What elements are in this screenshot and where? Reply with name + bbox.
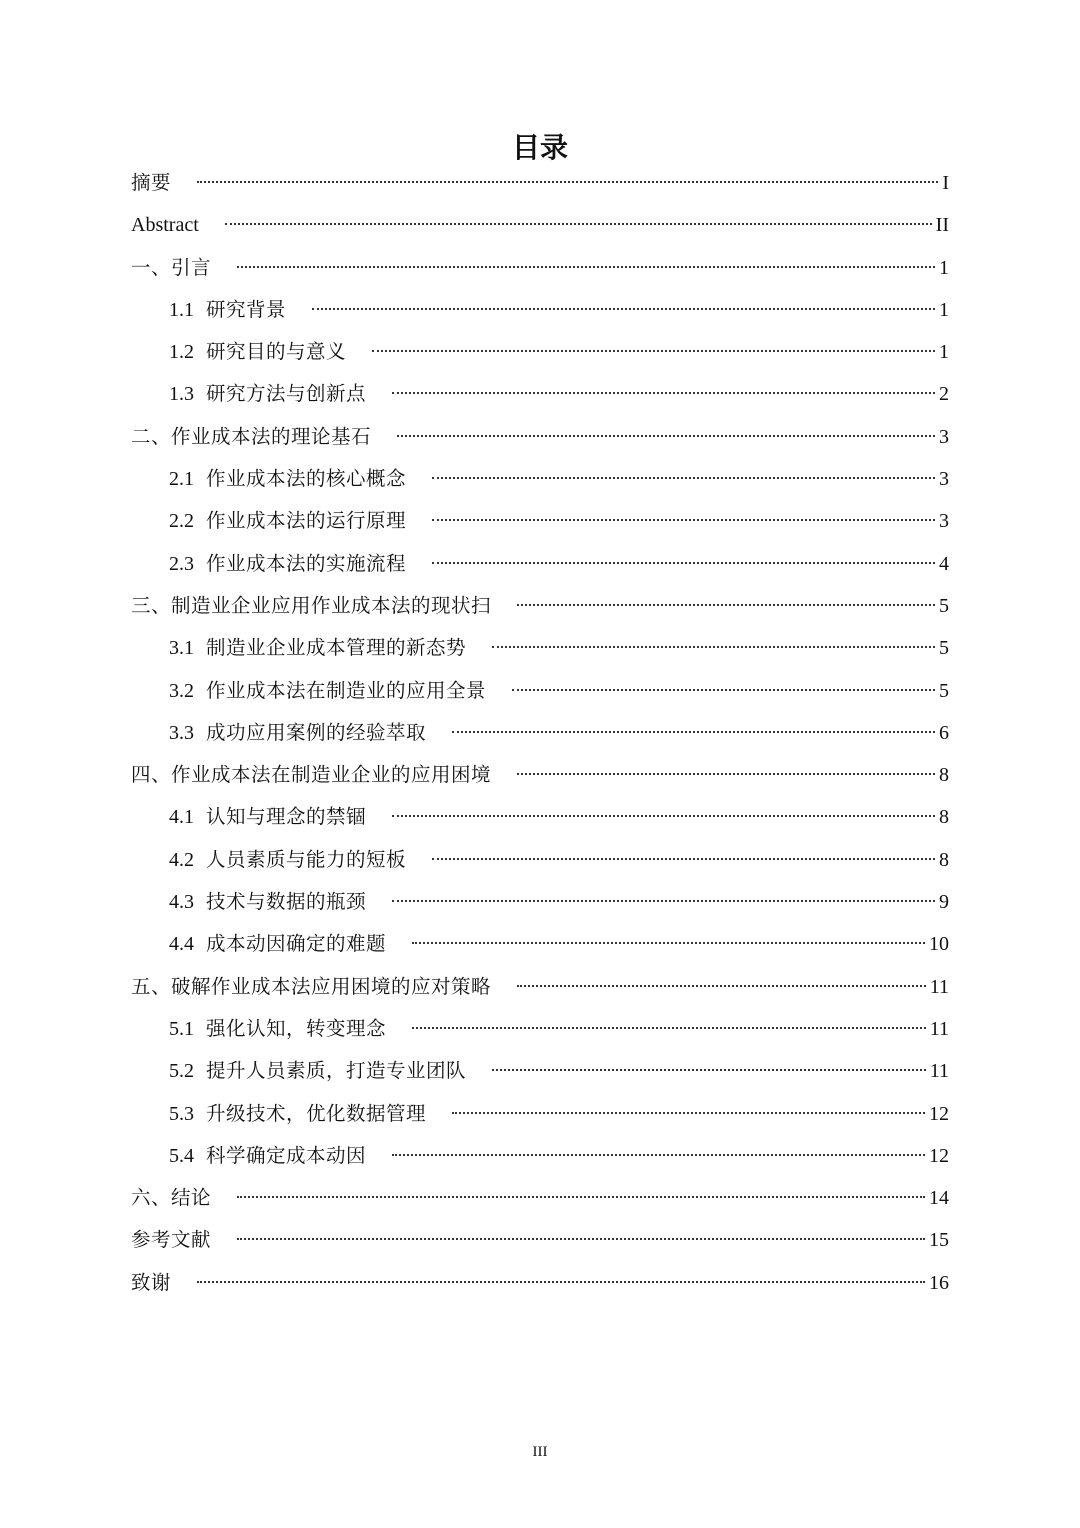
toc-entry-title: 成功应用案例的经验萃取 (206, 720, 427, 744)
toc-entry-page: 3 (939, 425, 949, 448)
toc-entry[interactable] (131, 627, 949, 669)
toc-entry[interactable] (131, 923, 949, 965)
toc-entry[interactable] (131, 331, 949, 373)
dot-leader (517, 985, 926, 987)
dot-leader (392, 392, 935, 394)
toc-entry-number: 3.1 (169, 637, 194, 660)
toc-entry-page: 4 (939, 552, 949, 575)
dot-leader (197, 1281, 925, 1283)
toc-entry[interactable] (131, 1135, 949, 1177)
dot-leader (237, 1238, 925, 1240)
toc-entry-number: 5.4 (169, 1144, 194, 1167)
dot-leader (432, 562, 935, 564)
toc-entry-page: 10 (929, 933, 949, 956)
toc-entry-number: 5.1 (169, 1017, 194, 1040)
toc-title: 目录 (511, 131, 568, 164)
toc-entry-title: 作业成本法的实施流程 (206, 551, 407, 575)
toc-entry[interactable] (131, 1262, 949, 1304)
toc-entry[interactable] (131, 289, 949, 331)
dot-leader (517, 773, 935, 775)
toc-entry-number: 5.2 (169, 1060, 194, 1083)
toc-entry-page: 3 (939, 510, 949, 533)
toc-entry-page: 9 (939, 891, 949, 914)
toc-entry-number: 5.3 (169, 1102, 194, 1125)
toc-entry-title: 研究目的与意义 (206, 340, 347, 364)
toc-entry-page: 6 (939, 721, 949, 744)
dot-leader (412, 1027, 926, 1029)
toc-entry[interactable] (131, 881, 949, 923)
toc-entry-number: 3.2 (169, 679, 194, 702)
toc-entry[interactable] (131, 585, 949, 627)
toc-entry[interactable] (131, 1008, 949, 1050)
toc-entry-title: 制造业企业成本管理的新态势 (206, 636, 467, 660)
toc-entry-title: 人员素质与能力的短板 (206, 847, 407, 871)
toc-entry-title: 作业成本法的运行原理 (206, 509, 407, 533)
toc-entry-number: 2.1 (169, 468, 194, 491)
dot-leader (492, 1069, 926, 1071)
toc-entry-number: 3.3 (169, 721, 194, 744)
toc-entry-page: 5 (939, 637, 949, 660)
dot-leader (432, 858, 935, 860)
toc-entry[interactable] (131, 1093, 949, 1135)
dot-leader (392, 815, 935, 817)
toc-entry-page: 1 (939, 341, 949, 364)
toc-entry-number: 2.2 (169, 510, 194, 533)
dot-leader (392, 900, 935, 902)
toc-entry-title: Abstract (131, 214, 199, 237)
toc-entry-title: 一、引言 (131, 255, 212, 279)
toc-entry-page: 16 (929, 1271, 949, 1294)
toc-entry-page: 8 (939, 764, 949, 787)
toc-entry[interactable] (131, 1219, 949, 1261)
toc-entry-number: 1.2 (169, 341, 194, 364)
dot-leader (452, 731, 935, 733)
toc-entry[interactable] (131, 500, 949, 542)
toc-entry-title: 提升人员素质，打造专业团队 (206, 1059, 467, 1083)
toc-entry[interactable] (131, 754, 949, 796)
toc-entry[interactable] (131, 543, 949, 585)
toc-entry-title: 作业成本法在制造业的应用全景 (206, 678, 487, 702)
dot-leader (197, 181, 938, 183)
dot-leader (432, 477, 935, 479)
dot-leader (432, 519, 935, 521)
toc-entry-number: 4.2 (169, 848, 194, 871)
toc-entry[interactable] (131, 966, 949, 1008)
toc-entry-title: 三、制造业企业应用作业成本法的现状扫 (131, 593, 492, 617)
toc-entry-page: 15 (929, 1229, 949, 1252)
toc-entry-page: 1 (939, 256, 949, 279)
toc-entry-title: 认知与理念的禁锢 (206, 805, 367, 829)
toc-entry[interactable] (131, 204, 949, 246)
toc-entry[interactable] (131, 162, 949, 204)
toc-entry-page: 8 (939, 848, 949, 871)
toc-entry-title: 四、作业成本法在制造业企业的应用困境 (131, 763, 492, 787)
dot-leader (312, 308, 935, 310)
toc-entry[interactable] (131, 247, 949, 289)
toc-entry-title: 技术与数据的瓶颈 (206, 890, 367, 914)
page-number: III (532, 1444, 548, 1460)
toc-entry[interactable] (131, 839, 949, 881)
toc-entry-page: I (942, 172, 949, 194)
dot-leader (397, 435, 935, 437)
toc-entry-title: 作业成本法的核心概念 (206, 467, 407, 491)
toc-entry-title: 六、结论 (131, 1186, 212, 1210)
toc-entry-title: 科学确定成本动因 (206, 1143, 367, 1167)
dot-leader (225, 223, 932, 225)
toc-entry-page: 5 (939, 594, 949, 617)
toc-entry-number: 4.3 (169, 891, 194, 914)
toc-entry-number: 4.1 (169, 806, 194, 829)
toc-entry-page: 1 (939, 298, 949, 321)
toc-entry-page: 2 (939, 383, 949, 406)
toc-entry[interactable] (131, 712, 949, 754)
dot-leader (517, 604, 935, 606)
toc-entry-title: 五、破解作业成本法应用困境的应对策略 (131, 974, 492, 998)
dot-leader (237, 1196, 925, 1198)
toc-entry-page: 12 (929, 1144, 949, 1167)
toc-list (131, 162, 949, 1304)
dot-leader (237, 266, 935, 268)
toc-entry[interactable] (131, 416, 949, 458)
dot-leader (412, 942, 925, 944)
toc-entry[interactable] (131, 670, 949, 712)
toc-entry-title: 参考文献 (131, 1228, 212, 1252)
toc-entry-page: 12 (929, 1102, 949, 1125)
toc-entry-number: 4.4 (169, 933, 194, 956)
dot-leader (492, 646, 935, 648)
toc-entry-title: 研究方法与创新点 (206, 382, 367, 406)
dot-leader (392, 1154, 925, 1156)
toc-entry-page: 8 (939, 806, 949, 829)
dot-leader (372, 350, 935, 352)
toc-entry-title: 研究背景 (206, 297, 287, 321)
toc-entry-page: 11 (929, 1060, 949, 1083)
toc-entry-title: 二、作业成本法的理论基石 (131, 424, 372, 448)
toc-entry-page: 11 (929, 1017, 949, 1040)
toc-entry-page: II (935, 214, 949, 237)
toc-entry-title: 摘要 (131, 171, 172, 194)
toc-entry-number: 1.1 (169, 298, 194, 321)
toc-entry[interactable] (131, 458, 949, 500)
toc-entry-title: 升级技术，优化数据管理 (206, 1101, 427, 1125)
toc-entry[interactable] (131, 1050, 949, 1092)
dot-leader (512, 689, 935, 691)
toc-entry[interactable] (131, 1177, 949, 1219)
toc-entry-number: 1.3 (169, 383, 194, 406)
dot-leader (452, 1112, 925, 1114)
toc-entry-page: 5 (939, 679, 949, 702)
toc-entry-title: 致谢 (131, 1270, 172, 1294)
toc-entry-title: 强化认知，转变理念 (206, 1016, 387, 1040)
toc-entry-page: 3 (939, 468, 949, 491)
toc-entry[interactable] (131, 373, 949, 415)
toc-entry[interactable] (131, 796, 949, 838)
toc-entry-title: 成本动因确定的难题 (206, 932, 387, 956)
toc-entry-page: 11 (929, 975, 949, 998)
toc-entry-number: 2.3 (169, 552, 194, 575)
toc-entry-page: 14 (929, 1187, 949, 1210)
